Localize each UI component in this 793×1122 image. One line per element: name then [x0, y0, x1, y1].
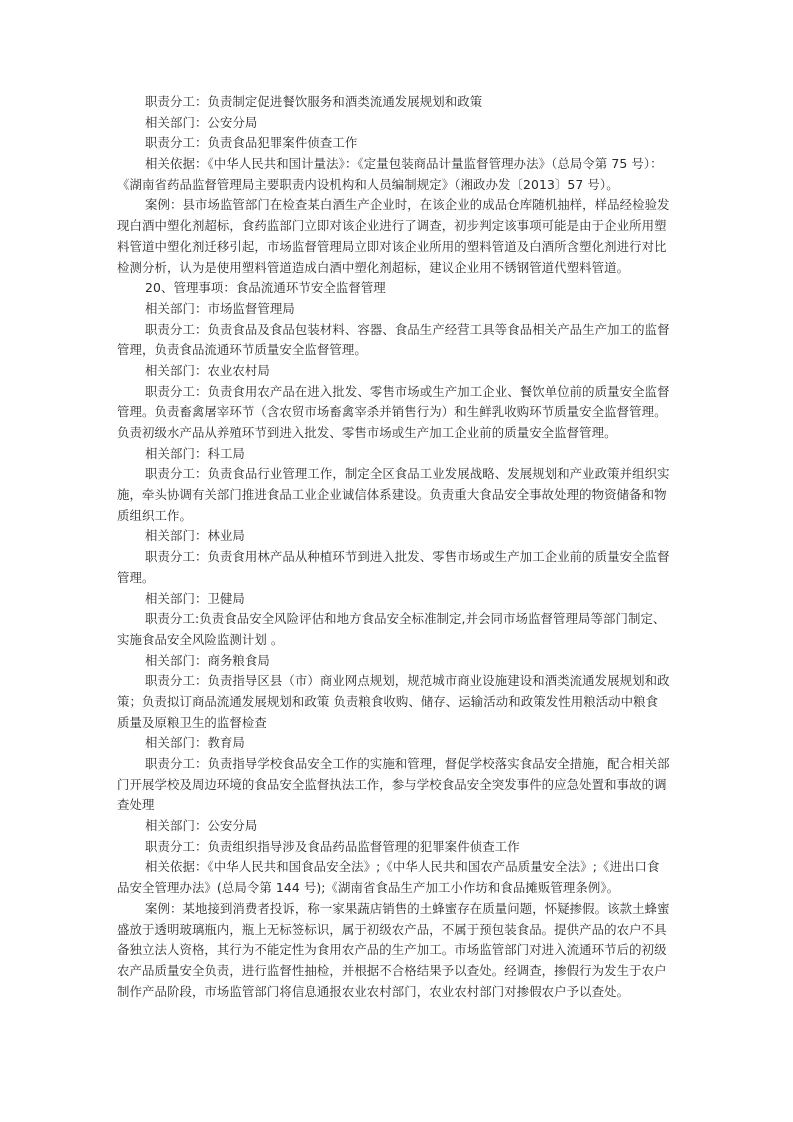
paragraph-line: 相关部门：市场监督管理局: [145, 300, 295, 316]
paragraph-continuation-line: 检测分析，认为是使用塑料管道造成白酒中塑化剂超标，建议企业用不锈钢管道代塑料管道。: [117, 259, 630, 275]
paragraph-line: 职责分工：负责食品犯罪案件侦查工作: [145, 135, 358, 151]
paragraph-continuation-line: 现白酒中塑化剂超标，食药监部门立即对该企业进行了调查，初步判定该事项可能是由于企业所用塑: [117, 218, 667, 234]
paragraph-continuation-line: 管理。负责畜禽屠宰环节（含农贸市场畜禽宰杀并销售行为）和生鲜乳收购环节质量安全监督管理。: [117, 404, 667, 420]
paragraph-line: 职责分工：负责组织指导涉及食品药品监督管理的犯罪案件侦查工作: [145, 838, 520, 854]
paragraph-continuation-line: 质量及原粮卫生的监督检查: [117, 714, 267, 730]
paragraph-line: 职责分工：负责食用农产品在进入批发、零售市场或生产加工企业、餐饮单位前的质量安全监督: [145, 383, 670, 399]
paragraph-line: 相关部门：公安分局: [145, 818, 258, 834]
paragraph-line: 相关部门：农业农村局: [145, 362, 270, 378]
paragraph-continuation-line: 料管道中塑化剂迁移引起，市场监督管理局立即对该企业所用的塑料管道及白酒所含塑化剂进行对比: [117, 238, 667, 254]
paragraph-line: 相关部门：公安分局: [145, 114, 258, 130]
paragraph-continuation-line: 负责初级水产品从养殖环节到进入批发、零售市场或生产加工企业前的质量安全监督管理。: [117, 425, 617, 440]
paragraph-continuation-line: 管理，负责食品流通环节质量安全监督管理。: [117, 342, 367, 358]
paragraph-line: 职责分工：负责指导学校食品安全工作的实施和管理，督促学校落实食品安全措施，配合相关部: [145, 756, 670, 771]
paragraph-continuation-line: 策；负责拟订商品流通发展规划和政策 负责粮食收购、储存、运输活动和政策发性用粮活动中粮食: [117, 693, 659, 709]
paragraph-continuation-line: 制作产品阶段，市场监管部门将信息通报农业农村部门，农业农村部门对掺假农户予以查处。: [117, 983, 630, 999]
paragraph-line: 相关部门：商务粮食局: [145, 652, 270, 668]
paragraph-line: 职责分工：负责食品行业管理工作，制定全区食品工业发展战略、发展规划和产业政策并组织实: [145, 466, 670, 482]
paragraph-continuation-line: 查处理: [117, 797, 155, 813]
paragraph-continuation-line: 实施食品安全风险监测计划 。: [117, 631, 284, 647]
paragraph-continuation-line: 盛放于透明玻璃瓶内，瓶上无标签标识，属于初级农产品，不属于预包装食品。提供产品的农户不具: [117, 921, 667, 937]
paragraph-continuation-line: 施，牵头协调有关部门推进食品工业企业诚信体系建设。负责重大食品安全事故处理的物资储备和物: [117, 487, 667, 503]
paragraph-continuation-line: 农产品质量安全负责，进行监督性抽检，并根据不合格结果予以查处。经调查，掺假行为发生于农户: [117, 962, 667, 978]
paragraph-line: 职责分工：负责食品及食品包装材料、容器、食品生产经营工具等食品相关产品生产加工的监督: [145, 321, 670, 337]
paragraph-line: 职责分工：负责制定促进餐饮服务和酒类流通发展规划和政策: [145, 94, 483, 109]
paragraph-continuation-line: 品安全管理办法》(总局令第 144 号);《湖南省食品生产加工小作坊和食品摊贩管理条例》。: [117, 880, 620, 896]
paragraph-line: 相关部门：卫健局: [145, 590, 245, 606]
paragraph-continuation-line: 《湖南省药品监督管理局主要职责内设机构和人员编制规定》（湘政办发〔2013〕57 号）。: [117, 176, 619, 192]
paragraph-line: 职责分工：负责食用林产品从种植环节到进入批发、零售市场或生产加工企业前的质量安全监督: [145, 549, 670, 565]
paragraph-line: 相关部门：科工局: [145, 445, 245, 461]
paragraph-line: 相关部门：教育局: [145, 735, 245, 751]
paragraph-line: 职责分工:负责食品安全风险评估和地方食品安全标准制定,并会同市场监督管理局等部门制定、: [145, 611, 666, 627]
paragraph-line: 相关依据：《中华人民共和国计量法》：《定量包装商品计量监督管理办法》（总局令第 75 号）：: [145, 156, 663, 172]
paragraph-line: 案例：县市场监管部门在检查某白酒生产企业时，在该企业的成品仓库随机抽样，样品经检验发: [145, 197, 670, 213]
paragraph-continuation-line: 门开展学校及周边环境的食品安全监督执法工作，参与学校食品安全突发事件的应急处置和事故的调: [117, 776, 667, 792]
paragraph-continuation-line: 备独立法人资格，其行为不能定性为食用农产品的生产加工。市场监管部门对进入流通环节后的初级: [117, 942, 667, 958]
paragraph-continuation-line: 管理。: [117, 569, 155, 585]
paragraph-line: 20、管理事项：食品流通环节安全监督管理: [145, 280, 386, 296]
paragraph-line: 案例：某地接到消费者投诉，称一家果蔬店销售的土蜂蜜存在质量问题，怀疑掺假。该款土蜂蜜: [145, 900, 670, 916]
paragraph-line: 相关部门：林业局: [145, 528, 245, 544]
paragraph-continuation-line: 质组织工作。: [117, 507, 192, 523]
document-page: [0, 92, 793, 1002]
paragraph-line: 职责分工：负责指导区县（市）商业网点规划，规范城市商业设施建设和酒类流通发展规划和政: [145, 673, 670, 689]
paragraph-line: 相关依据：《中华人民共和国食品安全法》;《中华人民共和国农产品质量安全法》;《进出口食: [145, 859, 660, 875]
